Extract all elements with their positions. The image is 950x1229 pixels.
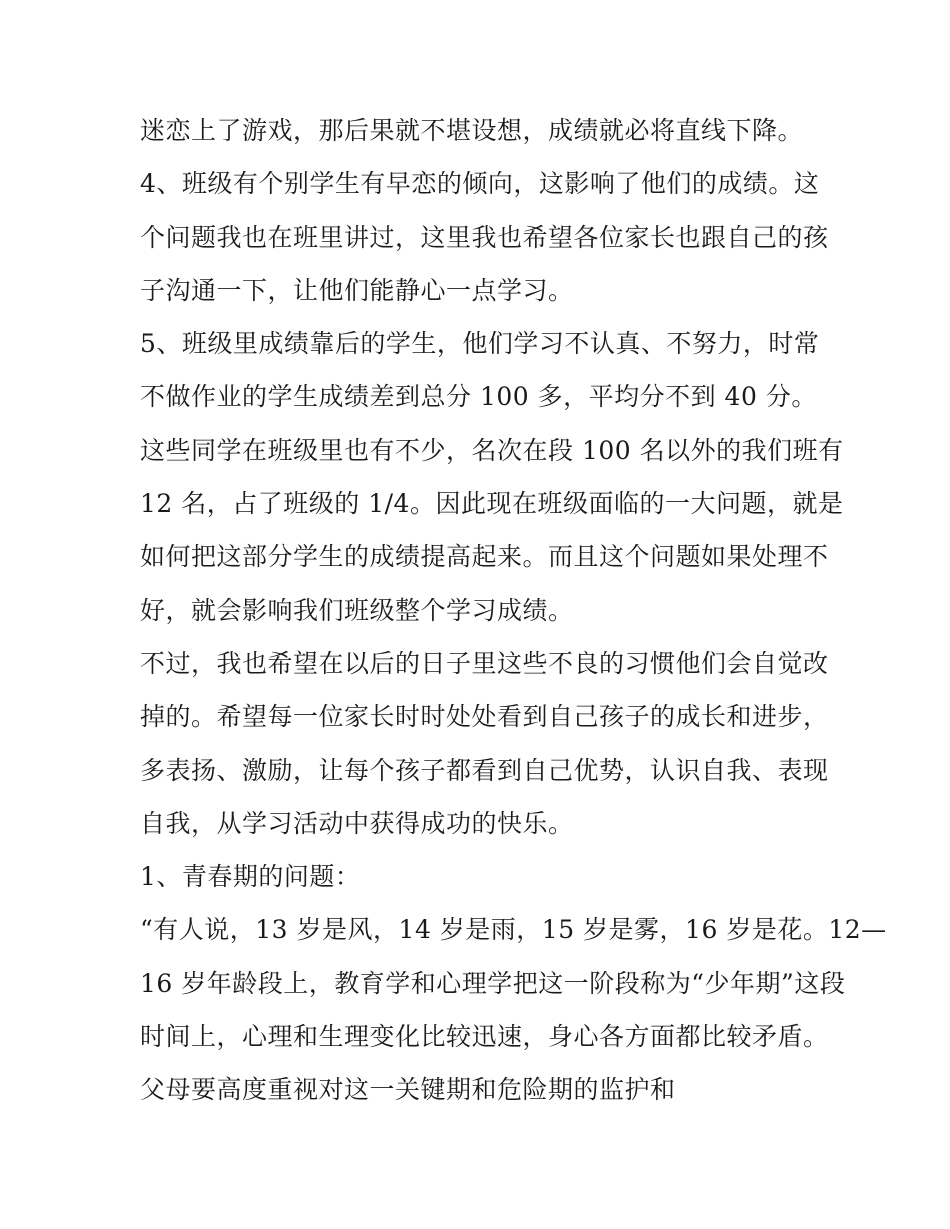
text-line: 迷恋上了游戏，那后果就不堪设想，成绩就必将直线下降。 <box>140 116 804 145</box>
text-line: 这些同学在班级里也有不少，名次在段 100 名以外的我们班有 <box>140 435 844 465</box>
body-text <box>140 104 887 1117</box>
text-line: 如何把这部分学生的成绩提高起来。而且这个问题如果处理不 <box>140 542 829 572</box>
text-line: 16 岁年龄段上，教育学和心理学把这一阶段称为“少年期”这段 <box>140 968 846 998</box>
text-line: 好，就会影响我们班级整个学习成绩。 <box>140 595 574 625</box>
text-line: 12 名，占了班级的 1/4。因此现在班级面临的一大问题，就是 <box>140 489 844 519</box>
text-line: 不做作业的学生成绩差到总分 100 多，平均分不到 40 分。 <box>140 382 817 412</box>
text-line: 掉的。希望每一位家长时时处处看到自己孩子的成长和进步， <box>140 702 829 732</box>
text-line: 子沟通一下，让他们能静心一点学习。 <box>140 275 574 305</box>
text-line: 不过，我也希望在以后的日子里这些不良的习惯他们会自觉改 <box>140 648 829 678</box>
text-line: 自我，从学习活动中获得成功的快乐。 <box>140 808 574 838</box>
text-line: 时间上，心理和生理变化比较迅速，身心各方面都比较矛盾。 <box>140 1022 829 1052</box>
text-line: 父母要高度重视对这一关键期和危险期的监护和 <box>140 1075 676 1105</box>
text-line: 4、班级有个别学生有早恋的倾向，这影响了他们的成绩。这 <box>140 169 820 199</box>
text-line: 个问题我也在班里讲过，这里我也希望各位家长也跟自己的孩 <box>140 222 829 252</box>
text-line: 1、青春期的问题： <box>140 862 361 892</box>
text-line: “有人说，13 岁是风，14 岁是雨，15 岁是雾，16 岁是花。12— <box>140 915 887 945</box>
text-line: 多表扬、激励，让每个孩子都看到自己优势，认识自我、表现 <box>140 755 829 785</box>
text-line: 5、班级里成绩靠后的学生，他们学习不认真、不努力，时常 <box>140 329 820 359</box>
